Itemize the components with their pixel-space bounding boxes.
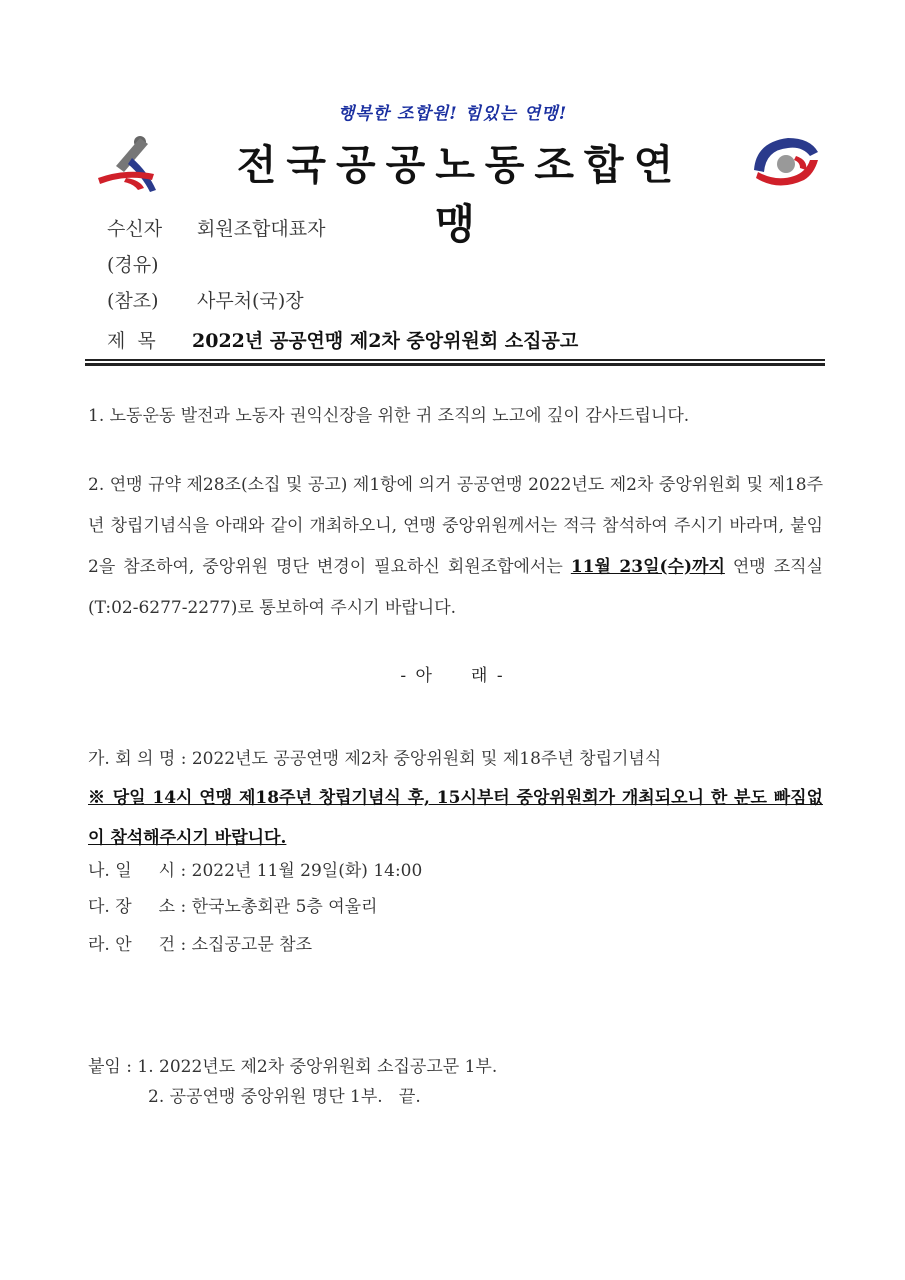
recipient-label: 수신자 <box>107 218 163 240</box>
item-datetime: 나. 일 시 : 2022년 11월 29일(화) 14:00 <box>88 861 423 881</box>
item-location: 다. 장 소 : 한국노총회관 5층 여울리 <box>88 897 378 917</box>
header-divider-thick <box>85 363 825 366</box>
item-agenda: 라. 안 건 : 소집공고문 참조 <box>88 935 312 955</box>
organization-name: 전국공공노동조합연맹 <box>236 141 684 248</box>
paragraph-2-main: 2. 연맹 규약 제28조(소집 및 공고) 제1항에 의거 공공연맹 2022년도 제2차 중앙위원회 및 제18주년 창립기념식을 아래와 같이 개최하오니, 연맹 중앙위원께서는 적극 참석하여 주시기 바라며, 붙임2을 참조하여, 중앙위원 명단 변경이 필요하신 회원조합에서는 <box>88 475 823 577</box>
slogan: 행복한 조합원! 힘있는 연맹! <box>337 104 568 124</box>
attachment-line-1: 붙임 : 1. 2022년도 제2차 중앙위원회 소집공고문 1부. <box>88 1057 498 1077</box>
union-logo-right-icon <box>748 130 820 196</box>
subject-label: 제 목 <box>107 330 156 352</box>
paragraph-2-tail: 연맹 조직실(T:02-6277-2277)로 통보하여 주시기 바랍니다. <box>88 557 823 618</box>
recipient-value: 회원조합대표자 <box>197 218 326 240</box>
reference-value: 사무처(국)장 <box>197 290 304 312</box>
below-marker: - 아 래 - <box>400 666 505 686</box>
header-divider <box>85 359 825 361</box>
subject-value: 2022년 공공연맹 제2차 중앙위원회 소집공고 <box>192 330 579 352</box>
notice <box>88 778 823 858</box>
union-logo-left-icon <box>96 128 170 194</box>
attachment-line-2: 2. 공공연맹 중앙위원 명단 1부. 끝. <box>148 1087 421 1107</box>
notice-text: ※ 당일 14시 연맹 제18주년 창립기념식 후, 15시부터 중앙위원회가 개최되오니 한 분도 빠짐없이 참석해주시기 바랍니다. <box>88 788 823 848</box>
paragraph-2 <box>88 465 823 629</box>
item-meeting-name: 가. 회 의 명 : 2022년도 공공연맹 제2차 중앙위원회 및 제18주년 창립기념식 <box>88 749 662 769</box>
paragraph-1: 1. 노동운동 발전과 노동자 권익신장을 위한 귀 조직의 노고에 깊이 감사드립니다. <box>88 406 690 426</box>
via-label: (경유) <box>107 254 159 276</box>
reference-label: (참조) <box>107 290 159 312</box>
deadline-highlight: 11월 23일(수)까지 <box>570 557 725 577</box>
